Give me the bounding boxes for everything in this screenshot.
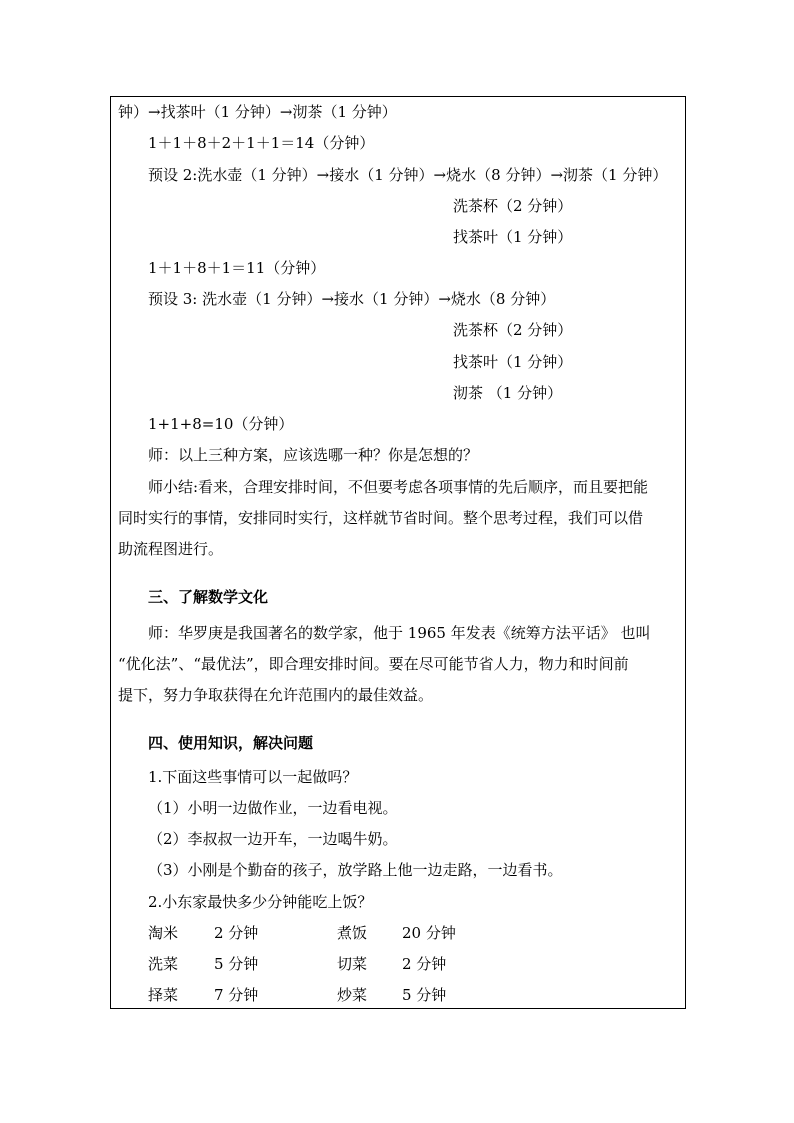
text-line: 1＋1＋8＋2＋1＋1＝14（分钟）	[148, 134, 375, 152]
text-line: 沏茶 （1 分钟）	[453, 384, 563, 402]
text-line: （1）小明一边做作业，一边看电视。	[148, 799, 398, 817]
text-line: 1.下面这些事情可以一起做吗？	[148, 768, 358, 786]
text-line: “优化法”、“最优法”，即合理安排时间。要在尽可能节省人力，物力和时间前	[118, 655, 629, 673]
text-line: 提下，努力争取获得在允许范围内的最佳效益。	[118, 686, 434, 704]
text-line: 预设 2:洗水壶（1 分钟）→接水（1 分钟）→烧水（8 分钟）→沏茶（1 分钟）	[148, 166, 668, 184]
text-line: （3）小刚是个勤奋的孩子，放学路上他一边走路，一边看书。	[148, 861, 563, 879]
text-line: 师：以上三种方案，应该选哪一种？你是怎想的？	[148, 446, 479, 464]
task-duration: 5 分钟	[402, 986, 447, 1004]
section-heading: 四、使用知识，解决问题	[148, 734, 314, 752]
task-name: 煮饭	[337, 924, 368, 942]
task-name: 切菜	[337, 955, 368, 973]
task-name: 洗菜	[148, 955, 179, 973]
text-line: 找茶叶（1 分钟）	[453, 353, 573, 371]
text-line: 1+1+8=10（分钟）	[148, 415, 294, 433]
text-line: 同时实行的事情，安排同时实行，这样就节省时间。整个思考过程，我们可以借	[118, 509, 644, 527]
text-line: 1＋1＋8＋1＝11（分钟）	[148, 259, 326, 277]
text-line: 找茶叶（1 分钟）	[453, 228, 573, 246]
task-name: 淘米	[148, 924, 179, 942]
text-line: 师：华罗庚是我国著名的数学家，他于 1965 年发表《统筹方法平话》 也叫	[148, 624, 651, 642]
text-line: 洗茶杯（2 分钟）	[453, 321, 573, 339]
task-duration: 5 分钟	[214, 955, 259, 973]
text-line: 师小结:看来，合理安排时间，不但要考虑各项事情的先后顺序，而且要把能	[148, 478, 649, 496]
task-duration: 2 分钟	[402, 955, 447, 973]
text-line: 预设 3: 洗水壶（1 分钟）→接水（1 分钟）→烧水（8 分钟）	[148, 290, 556, 308]
text-line: 2.小东家最快多少分钟能吃上饭？	[148, 893, 373, 911]
task-duration: 20 分钟	[402, 924, 456, 942]
text-line: （2）李叔叔一边开车，一边喝牛奶。	[148, 830, 398, 848]
text-line: 助流程图进行。	[118, 540, 224, 558]
task-name: 炒菜	[337, 986, 368, 1004]
section-heading: 三、了解数学文化	[148, 588, 269, 606]
task-duration: 7 分钟	[214, 986, 259, 1004]
task-duration: 2 分钟	[214, 924, 259, 942]
text-line: 洗茶杯（2 分钟）	[453, 197, 573, 215]
text-line: 钟）→找茶叶（1 分钟）→沏茶（1 分钟）	[118, 103, 397, 121]
task-name: 择菜	[148, 986, 179, 1004]
